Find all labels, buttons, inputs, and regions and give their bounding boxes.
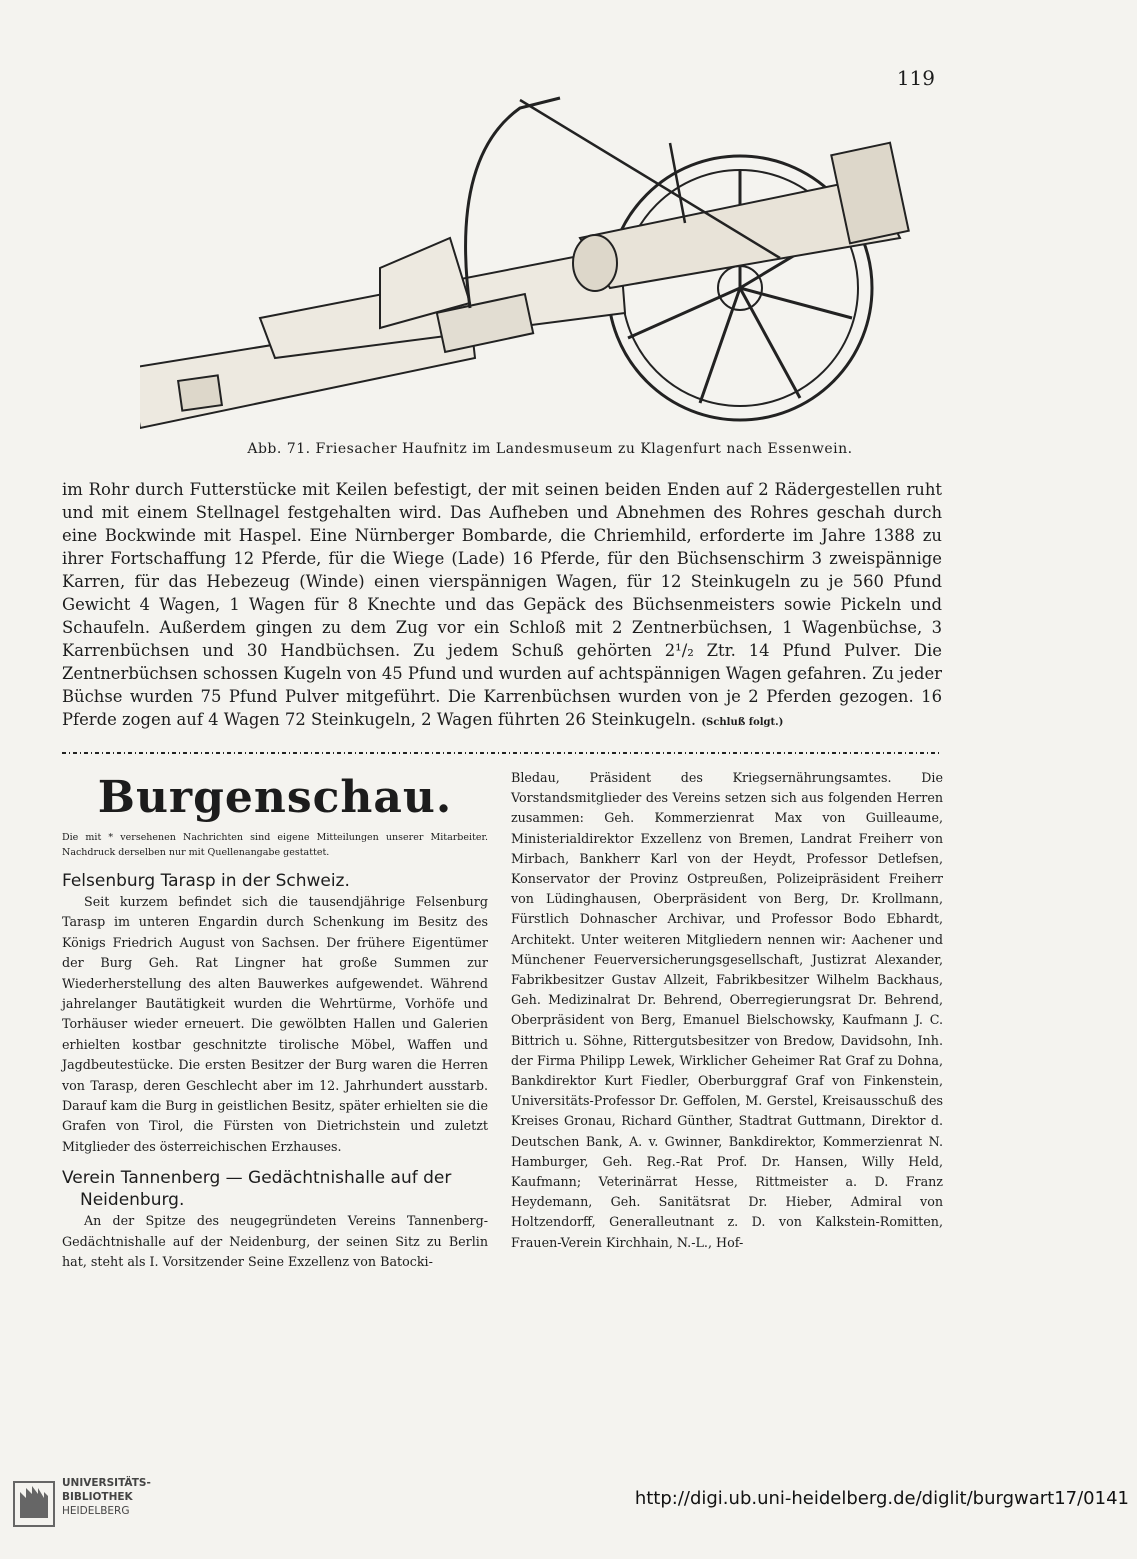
left-column (62, 768, 488, 1273)
section-title: Burgenschau. (97, 772, 453, 823)
library-seal-icon (12, 1478, 56, 1528)
article-heading-tannenberg: Verein Tannenberg — Gedächtnishalle auf der Neidenburg. (62, 1168, 452, 1211)
article-heading-tarasp: Felsenburg Tarasp in der Schweiz. (62, 871, 350, 891)
logo-line-1: UNIVERSITÄTS- (62, 1477, 151, 1489)
article-text-tannenberg-body: An der Spitze des neugegründeten Vereins Tannenberg-Gedächtnishalle auf der Neidenburg, der seinen Sitz zu Berlin hat, steht als I. Vorsitzender Seine Exzellenz von Batocki- (62, 1213, 488, 1270)
source-url-link[interactable]: http://digi.ub.uni-heidelberg.de/diglit/burgwart17/0141 (634, 1488, 1129, 1509)
intro-text-block (62, 478, 942, 734)
figure-caption: Abb. 71. Friesacher Haufnitz im Landesmuseum zu Klagenfurt nach Essenwein. (247, 441, 853, 457)
intro-paragraph: im Rohr durch Futterstücke mit Keilen befestigt, der mit seinen beiden Enden auf 2 Rädergestellen ruht und mit einem Stellnagel festgehalten wird. Das Aufheben und Abnehmen des Rohres geschah durch eine Bockwinde mit Haspel. Eine Nürnberger Bombarde, die Chriemhild, erforderte im Jahre 1388 zu ihrer Fortschaffung 12 Pferde, für die Wiege (Lade) 16 Pferde, für den Büchsenschirm 3 zweispännige Karren, für das Hebezeug (Winde) einen vierspännigen Wagen, für 12 Steinkugeln zu je 560 Pfund Gewicht 4 Wagen, 1 Wagen für 8 Knechte und das Gepäck des Büchsenmeisters sowie Pickeln und Schaufeln. Außerdem gingen zu dem Zug vor ein Schloß mit 2 Zentnerbüchsen, 1 Wagenbüchse, 3 Karrenbüchsen und 30 Handbüchsen. Zu jedem Schuß gehörten 2¹/₂ Ztr. 14 Pfund Pulver. Die Zentnerbüchsen schossen Kugeln von 45 Pfund und wurden auf achtspännigen Wagen gefahren. Zu jeder Büchse wurden 75 Pfund Pulver mitgeführt. Die Karrenbüchsen wurden von je 2 Pferden gezogen. 16 Pferde zogen auf 4 Wagen 72 Steinkugeln, 2 Wagen führten 26 Steinkugeln. (62, 480, 942, 729)
article-text-tannenberg (62, 1211, 488, 1272)
logo-line-3: HEIDELBERG (62, 1505, 130, 1517)
continued-note: (Schluß folgt.) (701, 717, 784, 728)
library-logo (12, 1470, 172, 1532)
section-divider (62, 749, 942, 757)
article-text-tarasp (62, 892, 488, 1157)
section-note: Die mit * versehenen Nachrichten sind eigene Mitteilungen unserer Mitarbeiter. Nachdruck derselben nur mit Quellenangabe gestattet. (62, 832, 488, 858)
right-column: Bledau, Präsident des Kriegsernährungsamtes. Die Vorstandsmitglieder des Vereins setzen sich aus folgenden Herren zusammen: Geh. Kommerzienrat Max von Guilleaume, Ministerialdirektor Exzellenz von Bremen, Landrat Freiherr von Mirbach, Bankherr Karl von der Heydt, Professor Detlefsen, Konservator der Provinz Ostpreußen, Polizeipräsident Freiherr von Lüdinghausen, Oberpräsident von Berg, Dr. Krollmann, Fürstlich Dohnascher Archivar, und Professor Bodo Ebhardt, Architekt. Unter weiteren Mitgliedern nennen wir: Aachener und Münchener Feuerversicherungsgesellschaft, Justizrat Alexander, Fabrikbesitzer Gustav Allzeit, Fabrikbesitzer Wilhelm Backhaus, Geh. Medizinalrat Dr. Behrend, Oberregierungsrat Dr. Behrend, Oberpräsident von Berg, Emanuel Bielschowsky, Kaufmann J. C. Bittrich u. Söhne, Rittergutsbesitzer von Bredow, Davidsohn, Inh. der Firma Philipp Lewek, Wirklicher Geheimer Rat Graf zu Dohna, Bankdirektor Kurt Fiedler, Oberburggraf Graf von Finkenstein, Universitäts-Professor Dr. Geffolen, M. Gerstel, Kreisausschuß des Kreises Gronau, Richard Günther, Stadtrat Guttmann, Direktor d. Deutschen Bank, A. v. Gwinner, Bankdirektor, Kommerzienrat N. Hamburger, Geh. Reg.-Rat Prof. Dr. Hansen, Willy Held, Kaufmann; Veterinärrat Hesse, Rittmeister a. D. Franz Heydemann, Geh. Sanitätsrat Dr. Hieber, Admiral von Holtzendorff, Generalleutnant z. D. von Kalkstein-Romitten, Frauen-Verein Kirchhain, N.-L., Hof- (511, 770, 943, 1250)
logo-line-2: BIBLIOTHEK (62, 1491, 133, 1503)
page-number: 119 (896, 66, 935, 90)
article-text-tarasp-body: Seit kurzem befindet sich die tausendjährige Felsenburg Tarasp im unteren Engardin durch Schenkung im Besitz des Königs Friedrich August von Sachsen. Der frühere Eigentümer der Burg Geh. Rat Lingner hat große Summen zur Wiederherstellung des alten Bauwerkes aufgewendet. Während jahrelanger Bautätigkeit wurden die Wehrtürme, Vorhöfe und Torhäuser wieder erneuert. Die gewölbten Hallen und Galerien erhielten kostbar geschnitzte tirolische Möbel, Waffen und Jagdbeutestücke. Die ersten Besitzer der Burg waren die Herren von Tarasp, deren Geschlecht aber im 12. Jahrhundert ausstarb. Darauf kam die Burg in geistlichen Besitz, später erhielten sie die Grafen von Tirol, die Fürsten von Dietrichstein und zuletzt Mitglieder des österreichischen Erzhauses. (62, 894, 488, 1154)
cannon-illustration (140, 88, 910, 448)
